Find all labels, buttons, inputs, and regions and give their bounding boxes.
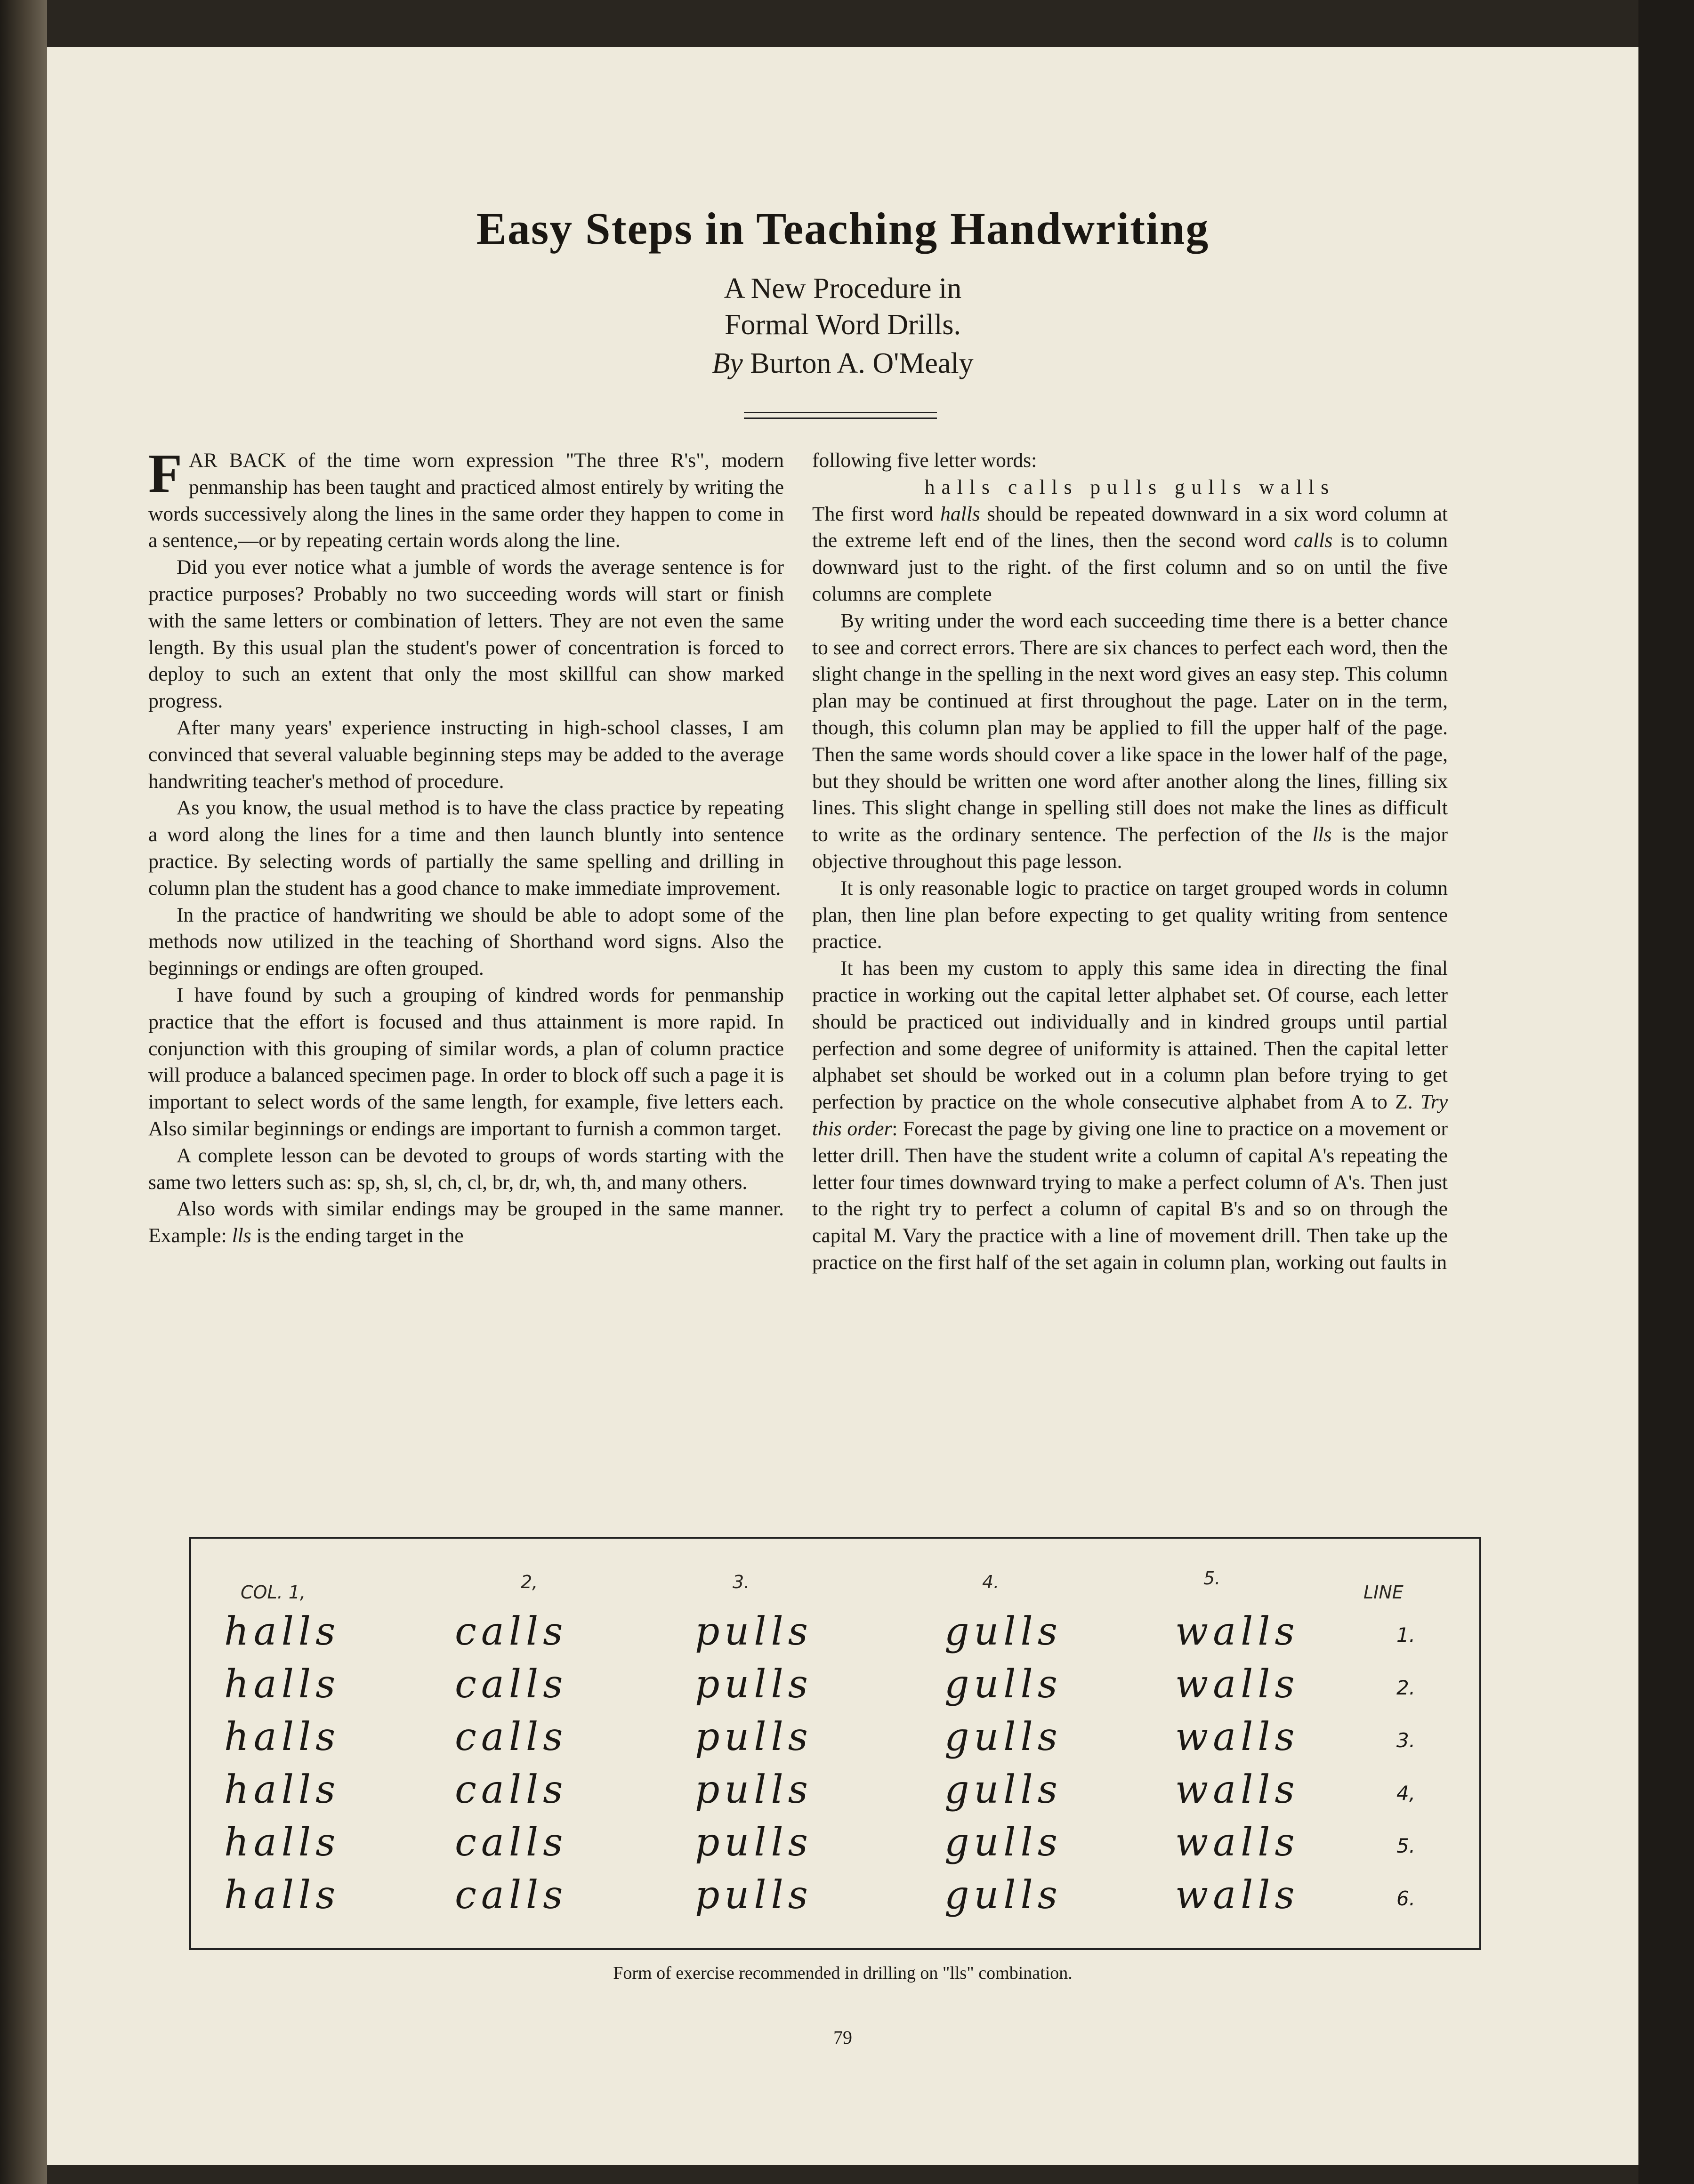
script-word: pulls	[695, 1873, 813, 1918]
paragraph-text: is the major objective throughout this page lesson.	[812, 823, 1448, 873]
emphasis: lls	[232, 1224, 251, 1247]
line-number: 6.	[1396, 1887, 1416, 1910]
script-word: halls	[224, 1820, 340, 1865]
column-header: 5.	[1203, 1568, 1221, 1589]
right-column	[812, 447, 1448, 1276]
paragraph-text: should be repeated downward in a six word column at the extreme left end of the lines, then the second word	[812, 502, 1448, 552]
paragraph	[812, 955, 1448, 1276]
left-column	[148, 442, 784, 1249]
paragraph-text: It has been my custom to apply this same idea in directing the final practice in working out the capital letter alphabet set. Of course, each letter should be practiced out individually and in kindred groups until partial perfection and some degree of uniformity is attained. Then the capital letter alphabet set should be worked out in a column plan before trying to get perfection by practice on the whole consecutive alphabet from A to Z.	[812, 957, 1448, 1114]
script-word: pulls	[695, 1820, 813, 1865]
figure-caption: Form of exercise recommended in drilling on "lls" combination.	[613, 1963, 1073, 1983]
paragraph-text: By writing under the word each succeeding time there is a better chance to see and correct errors. There are six chances to perfect each word, then the slight change in the spelling in the next word gives an easy step. This column plan may be continued at first throughout the page. Later on in the term, though, this column plan may be applied to fill the upper half of the page. Then the same words should cover a like space in the lower half of the page, but they should be written one word after another along the lines, filling six lines. This slight change in spelling still does not make the lines as difficult to write as the ordinary sentence. The perfection of the	[812, 609, 1448, 846]
paragraph: As you know, the usual method is to have the class practice by repeating a word along the lines for a time and then launch bluntly into sentence practice. By selecting words of partially the same spelling and drilling in column plan the student has a good chance to make immediate improvement.	[148, 796, 784, 899]
paragraph: In the practice of handwriting we should be able to adopt some of the methods now utilized in the teaching of Shorthand word signs. Also the beginnings or endings are often grouped.	[148, 903, 784, 980]
script-word: calls	[455, 1873, 568, 1918]
line-number: 1.	[1396, 1623, 1416, 1646]
script-word: gulls	[944, 1820, 1062, 1865]
title-rule	[744, 412, 937, 419]
handwriting-exercise-figure	[189, 1537, 1481, 1950]
emphasis: halls	[940, 502, 980, 525]
column-header: 4.	[982, 1572, 1000, 1592]
script-word: calls	[455, 1715, 568, 1759]
paragraph: following five letter words:	[812, 449, 1037, 472]
paragraph-text: : Forecast the page by giving one line to practice on a movement or letter drill. Then have the student write a column of capital A's repeating the letter four times downward trying to make a perfect column of A's. Then just to the right try to perfect a column of capital B's and so on through the capital M. Vary the practice with a line of movement drill. Then take up the practice on the first half of the set again in column plan, working out faults in	[812, 1117, 1448, 1274]
paragraph-text: AR BACK of the time worn expression "The three R's", modern penmanship has been taught and practiced almost entirely by writing the words successively along the lines in the same order they happen to come in a sentence,—or by repeating certain words along the line.	[148, 449, 784, 552]
line-number: 2.	[1396, 1676, 1416, 1699]
byline-by: By	[712, 347, 743, 379]
line-number: 4,	[1396, 1782, 1416, 1805]
line-number: 3.	[1396, 1729, 1416, 1752]
byline-author: Burton A. O'Mealy	[750, 347, 974, 379]
paragraph	[148, 1196, 784, 1249]
script-word: gulls	[944, 1609, 1062, 1654]
page	[47, 47, 1638, 2165]
script-word: halls	[224, 1715, 340, 1759]
script-word: halls	[224, 1662, 340, 1707]
line-number: 5.	[1396, 1834, 1416, 1857]
script-word: gulls	[944, 1767, 1062, 1812]
script-word: gulls	[944, 1873, 1062, 1918]
column-header: 2,	[521, 1572, 538, 1592]
column-header: LINE	[1363, 1582, 1404, 1603]
script-word: pulls	[695, 1715, 813, 1759]
article-title: Easy Steps in Teaching Handwriting	[476, 203, 1210, 254]
emphasis: calls	[1294, 529, 1333, 552]
script-word: pulls	[695, 1767, 813, 1812]
script-word: gulls	[944, 1715, 1062, 1759]
paragraph-text: is the ending target in the	[251, 1224, 464, 1247]
page-edge	[1638, 0, 1694, 2184]
paragraph: It is only reasonable logic to practice on target grouped words in column plan, then line plan before expecting to get quality writing from sentence practice.	[812, 876, 1448, 953]
script-word: calls	[455, 1662, 568, 1707]
emphasis: lls	[1312, 823, 1332, 846]
script-word: pulls	[695, 1662, 813, 1707]
script-word: halls	[224, 1873, 340, 1918]
subtitle-line-2: Formal Word Drills.	[725, 309, 961, 341]
drop-cap: F	[148, 442, 183, 504]
paragraph-text: The first word	[812, 502, 941, 525]
script-word: walls	[1175, 1715, 1299, 1759]
paragraph	[812, 608, 1448, 875]
script-word: walls	[1175, 1873, 1299, 1918]
script-word: walls	[1175, 1662, 1299, 1707]
paragraph	[148, 442, 784, 554]
script-word: walls	[1175, 1609, 1299, 1654]
column-header: 3.	[733, 1572, 750, 1592]
script-word: calls	[455, 1609, 568, 1654]
script-word: pulls	[695, 1609, 813, 1654]
script-word: gulls	[944, 1662, 1062, 1707]
paragraph: Did you ever notice what a jumble of words the average sentence is for practice purposes? Probably no two succeeding words will start or finish with the same letters or combination of letters. They are not even the same length. By this usual plan the student's power of concentration is forced to deploy to such an extent that only the most skillful can show marked progress.	[148, 556, 784, 713]
script-word: halls	[224, 1609, 340, 1654]
paragraph: After many years' experience instructing in high-school classes, I am convinced that several valuable beginning steps may be added to the average handwriting teacher's method of procedure.	[148, 716, 784, 793]
emphasis: Try this order	[812, 1091, 1448, 1140]
paragraph-text: Also words with similar endings may be grouped in the same manner. Example:	[148, 1197, 784, 1247]
script-word: halls	[224, 1767, 340, 1812]
paragraph-text: is to column downward just to the right. of the first column and so on until the five columns are complete	[812, 529, 1448, 605]
byline	[47, 347, 1638, 380]
paragraph: A complete lesson can be devoted to groups of words starting with the same two letters such as: sp, sh, sl, ch, cl, br, dr, wh, th, and many others.	[148, 1144, 784, 1194]
paragraph: I have found by such a grouping of kindred words for penmanship practice that the effort is focused and thus attainment is more rapid. In conjunction with this grouping of similar words, a plan of column practice will produce a balanced specimen page. In order to block off such a page it is important to select words of the same length, for example, five letters each. Also similar beginnings or endings are important to furnish a common target.	[148, 983, 784, 1140]
script-word: walls	[1175, 1767, 1299, 1812]
subtitle-line-1: A New Procedure in	[724, 273, 962, 305]
paragraph	[812, 501, 1448, 608]
script-word: calls	[455, 1767, 568, 1812]
script-word: walls	[1175, 1820, 1299, 1865]
word-list: halls calls pulls gulls walls	[924, 475, 1336, 498]
script-word: calls	[455, 1820, 568, 1865]
book-spine	[0, 0, 47, 2184]
column-header: COL. 1,	[241, 1582, 306, 1603]
page-number: 79	[833, 2027, 852, 2048]
